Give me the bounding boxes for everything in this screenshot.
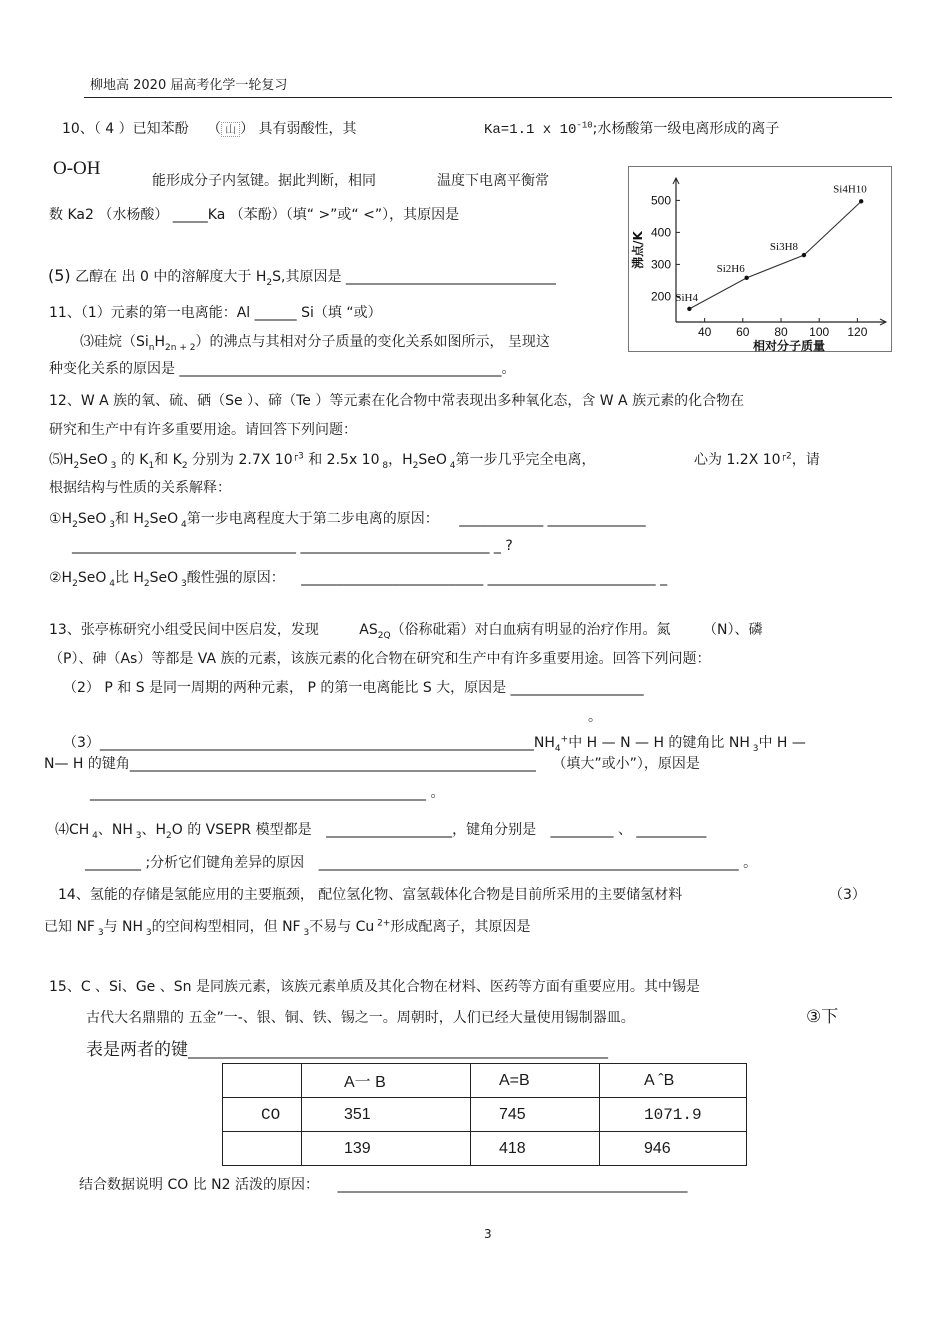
table-row — [223, 1132, 747, 1166]
q14-line2: 已知 NF $_3$与 NH $_3$的空间构型相同，但 NF $_3$不易与 Cu $^{2+}$形成配离子，其原因是 — [44, 918, 531, 938]
table-cell: 351 — [302, 1098, 471, 1132]
data-point — [859, 199, 863, 203]
q13-line9: ________ ;分析它们键角差异的原因 ____________________________________________________________ 。 — [85, 855, 758, 871]
table-cell: 946 — [600, 1132, 747, 1166]
q13-line2: （P）、砷（As）等都是 VA 族的元素，该族元素的化合物在研究和生产中有许多重要用途。回答下列问题： — [49, 651, 711, 667]
table-cell: CO — [223, 1098, 302, 1132]
header-divider — [84, 97, 892, 98]
y-tick-label: 200 — [650, 289, 671, 304]
q12-line2: 研究和生产中有许多重要用途。请回答下列问题： — [49, 422, 357, 438]
x-tick-label: 40 — [697, 325, 712, 339]
silane-boiling-point-chart — [628, 166, 892, 352]
q13-line7: ________________________________________________ 。 — [90, 785, 445, 801]
q10-line3: 数 Ka2 （水杨酸） _____Ka （苯酚）（填“ >”或“ <”），其原因是 — [49, 207, 460, 223]
q15-conclusion: 结合数据说明 CO 比 N2 活泼的原因： __________________________________________________ — [79, 1177, 688, 1193]
q10-ka: Ka=1.1 x $10^{-10}$;水杨酸第一级电离形成的离子 — [484, 120, 780, 138]
q13-line8: ⑷CH $_4$、NH $_3$、$H_2O$ 的 VSEPR 模型都是 __________________，键角分别是 _________ 、 __________ — [55, 822, 707, 841]
q11-line3: 种变化关系的原因是 ______________________________________________。 — [49, 361, 516, 377]
y-tick-label: 300 — [650, 257, 671, 272]
bond-energy-table — [222, 1063, 747, 1166]
table-cell: 1071.9 — [600, 1098, 747, 1132]
q10-sub5: (5) 乙醇在 出 0 中的溶解度大于 $H_2S$,其原因是 ______________________________ — [48, 266, 556, 288]
q13-line1: 13、张亭栋研究小组受民间中医启发，发现 $AS_{2Q}$（俗称砒霜）对白血病有明显的治疗作用。氮 （N）、磷 — [49, 622, 763, 641]
q13-line6: N— H 的键角__________________________________________________________ （填大”或小”），原因是 — [44, 756, 700, 772]
data-label: Si2H6 — [716, 262, 745, 275]
q15-line3: 表是两者的键____________________________________________________________ — [86, 1040, 608, 1060]
table-cell: A=B — [471, 1064, 600, 1098]
header-title: 柳地高 2020 届高考化学一轮复习 — [90, 78, 288, 93]
x-tick-label: 80 — [774, 325, 788, 339]
phenol-structure-placeholder: 山 — [221, 122, 240, 137]
q12-line3: $⑸H_2SeO$ $_3$ 的 $K_1$和 $K_2$ 分别为 2.7X $10^{┌3}$ 和 2.5x 10 $_8$，$H_2SeO$ $_4$第一步几乎完全电离， — [49, 451, 596, 471]
table-cell: A ˆB — [600, 1064, 747, 1098]
x-axis-title: 相对分子质量 — [752, 339, 826, 352]
data-point — [744, 276, 748, 280]
q15-line1: 15、C 、Si、Ge 、Sn 是同族元素，该族元素单质及其化合物在材料、医药等方面有重要应用。其中锡是 — [49, 979, 700, 995]
table-cell — [223, 1064, 302, 1098]
y-tick-label: 400 — [650, 225, 671, 240]
q14-line1-num: （3） — [829, 887, 866, 903]
q12-line3-right: 心为 1.2X $10^{┌2}$，请 — [694, 451, 820, 468]
q10-line1: 10、（ 4 ）已知苯酚 （ 山 ） 具有弱酸性，其 — [62, 121, 357, 137]
q11-line2: ⑶硅烷$(Si_nH_{2n + 2})$的沸点与其相对分子质量的变化关系如图所示， 呈现这 — [80, 334, 550, 353]
q15-line2: 古代大名鼎鼎的 五金”一-、银、铜、铁、锡之一。周朝时，人们已经大量使用锡制器皿。 — [86, 1010, 635, 1026]
table-cell: A一 B — [302, 1064, 471, 1098]
q13-line3: （2） P 和 S 是同一周期的两种元素， P 的第一电离能比 S 大，原因是 ___________________ — [63, 680, 644, 696]
table-cell — [223, 1132, 302, 1166]
table-cell: 139 — [302, 1132, 471, 1166]
q12-line5: $①H_2SeO$ $_3$和 $H_2SeO$ $_4$第一步电离程度大于第二步电离的原因： ____________ ______________ — [49, 511, 646, 530]
table-header-row — [223, 1064, 747, 1098]
data-label: Si4H10 — [833, 183, 867, 196]
table-row — [223, 1098, 747, 1132]
data-label: SiH4 — [675, 291, 698, 304]
q10-line2: 能形成分子内氢键。据此判断，相同 — [152, 173, 376, 189]
data-label: Si3H8 — [769, 241, 799, 254]
q11-line1: 11、（1）元素的第一电离能：Al ______ Si（填 “或） — [49, 305, 382, 321]
y-tick-label: 500 — [650, 193, 671, 208]
page-number: 3 — [484, 1227, 492, 1241]
data-point — [687, 307, 691, 311]
q10-line2b: 温度下电离平衡常 — [437, 173, 549, 189]
q13-line4: 。 — [588, 709, 602, 725]
q12-line4: 根据结构与性质的关系解释： — [49, 480, 231, 496]
q12-line1: 12、W A 族的氧、硫、硒（Se ）、碲（Te ）等元素在化合物中常表现出多种氧化态，含 W A 族元素的化合物在 — [49, 393, 745, 409]
table-cell: 745 — [471, 1098, 600, 1132]
x-tick-label: 100 — [809, 325, 830, 339]
q10-oh-group: O-OH — [53, 158, 101, 179]
q13-line5: $(3)\_\_\_\_\_\_\_\_\_\_\_\_\_\_\_\_\_\_\_\_\_\_\_\_\_\_\_\_\_\_\_\_\_\_\_\_\_\_\_\_\_\_\_\_\_\_\_\_\_\_\_\_\_\_\_\_\_\_\_\_\_\_NH_4^+$中 H — N — H 的键角比 NH $_3$中 H — — [63, 734, 806, 754]
q12-line6: ________________________________ ___________________________ _ ? — [72, 538, 513, 554]
q15-line2-mark: ③下 — [806, 1007, 839, 1027]
q14-line1: 14、氢能的存储是氢能应用的主要瓶颈， 配位氢化物、富氢载体化合物是目前所采用的主要储氢材料 — [58, 887, 683, 903]
x-tick-label: 60 — [736, 325, 750, 339]
table-cell: 418 — [471, 1132, 600, 1166]
x-tick-label: 120 — [847, 325, 868, 339]
y-axis-title: 沸点/K — [631, 231, 645, 269]
data-point — [802, 253, 806, 257]
q12-line7: $②H_2SeO$ $_4$比 $H_2SeO$ $_3$酸性强的原因： __________________________ ________________________ _ — [49, 570, 668, 589]
